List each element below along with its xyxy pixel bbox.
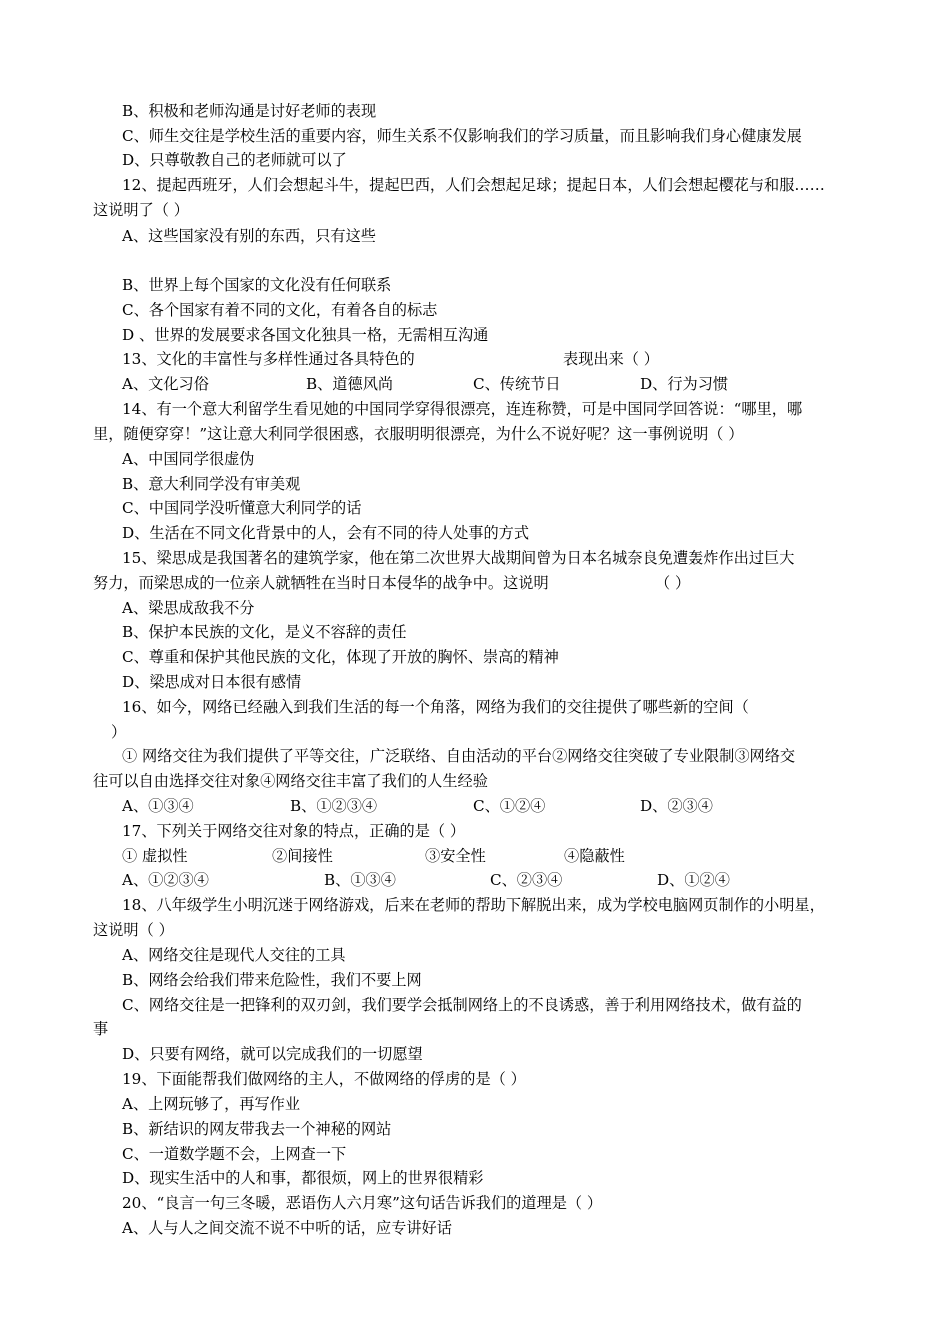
question-line: 这说明（ ） — [93, 921, 174, 939]
question-17: 17、下列关于网络交往对象的特点，正确的是（ ） — [122, 822, 466, 840]
statement-2: ②间接性 — [272, 847, 333, 865]
question-line: 里，随便穿穿！”这让意大利同学很困惑，衣服明明很漂亮，为什么不说好呢？这一事例说明（ ） — [93, 425, 744, 443]
option-line: D、生活在不同文化背景中的人，会有不同的待人处事的方式 — [122, 524, 530, 542]
option-line: C、网络交往是一把锋利的双刃剑，我们要学会抵制网络上的不良诱惑，善于利用网络技术，做有益的 — [122, 996, 802, 1014]
option-line: A、这些国家没有别的东西，只有这些 — [122, 227, 376, 245]
question-20: 20、“良言一句三冬暖，恶语伤人六月寒”这句话告诉我们的道理是（ ） — [122, 1194, 603, 1212]
option-line: D、现实生活中的人和事，都很烦，网上的世界很精彩 — [122, 1169, 484, 1187]
option-d: D、①②④ — [657, 871, 730, 889]
option-line: A、网络交往是现代人交往的工具 — [122, 946, 346, 964]
option-line: C、中国同学没听懂意大利同学的话 — [122, 499, 362, 517]
answer-bracket: ） — [111, 723, 127, 741]
option-a: A、文化习俗 — [122, 375, 209, 393]
option-line: C、一道数学题不会，上网查一下 — [122, 1145, 347, 1163]
statement-3: ③安全性 — [425, 847, 486, 865]
option-line: C、师生交往是学校生活的重要内容，师生关系不仅影响我们的学习质量，而且影响我们身心健康发展 — [122, 127, 802, 145]
statement-1: ① 虚拟性 — [122, 847, 188, 865]
option-line: D 、世界的发展要求各国文化独具一格，无需相互沟通 — [122, 326, 489, 344]
option-line: A、梁思成敌我不分 — [122, 599, 255, 617]
option-a: A、①③④ — [122, 797, 194, 815]
question-12: 12、提起西班牙，人们会想起斗牛，提起巴西，人们会想起足球；提起日本，人们会想起樱花与和服…… — [122, 176, 825, 194]
option-line: B、新结识的网友带我去一个神秘的网站 — [122, 1120, 392, 1138]
answer-bracket: （ ） — [655, 574, 691, 592]
option-line: A、人与人之间交流不说不中听的话，应专讲好话 — [122, 1219, 452, 1237]
question-18: 18、八年级学生小明沉迷于网络游戏，后来在老师的帮助下解脱出来，成为学校电脑网页制作的小明星， — [122, 896, 825, 914]
option-c: C、②③④ — [490, 871, 563, 889]
option-c: C、①②④ — [473, 797, 546, 815]
option-d: D、②③④ — [640, 797, 713, 815]
statement-line: 往可以自由选择交往对象④网络交往丰富了我们的人生经验 — [93, 772, 488, 790]
option-b: B、①③④ — [324, 871, 396, 889]
statement-4: ④隐蔽性 — [564, 847, 625, 865]
question-line: 表现出来（ ） — [563, 350, 659, 368]
option-line: D、只尊敬教自己的老师就可以了 — [122, 151, 347, 169]
question-line: 这说明了（ ） — [93, 201, 189, 219]
option-line: C、各个国家有着不同的文化，有着各自的标志 — [122, 301, 438, 319]
option-line: B、世界上每个国家的文化没有任何联系 — [122, 276, 392, 294]
option-d: D、行为习惯 — [640, 375, 729, 393]
option-a: A、①②③④ — [122, 871, 209, 889]
option-c: C、传统节日 — [473, 375, 561, 393]
statement-line: ① 网络交往为我们提供了平等交往，广泛联络、自由活动的平台②网络交往突破了专业限制③网络交 — [122, 747, 796, 765]
option-line: B、保护本民族的文化，是义不容辞的责任 — [122, 623, 407, 641]
option-line: B、网络会给我们带来危险性，我们不要上网 — [122, 971, 422, 989]
option-b: B、道德风尚 — [306, 375, 394, 393]
option-line: D、梁思成对日本很有感情 — [122, 673, 302, 691]
question-15: 15、梁思成是我国著名的建筑学家，他在第二次世界大战期间曾为日本名城奈良免遭轰炸作出过巨大 — [122, 549, 795, 567]
option-line: A、中国同学很虚伪 — [122, 450, 255, 468]
option-line: A、上网玩够了，再写作业 — [122, 1095, 301, 1113]
option-line: B、积极和老师沟通是讨好老师的表现 — [122, 102, 377, 120]
question-19: 19、下面能帮我们做网络的主人，不做网络的俘虏的是（ ） — [122, 1070, 526, 1088]
question-16: 16、如今，网络已经融入到我们生活的每一个角落，网络为我们的交往提供了哪些新的空间（ — [122, 698, 749, 716]
option-b: B、①②③④ — [290, 797, 378, 815]
question-line: 努力，而梁思成的一位亲人就牺牲在当时日本侵华的战争中。这说明 — [93, 574, 549, 592]
question-14: 14、有一个意大利留学生看见她的中国同学穿得很漂亮，连连称赞，可是中国同学回答说：“哪里，哪 — [122, 400, 803, 418]
question-13: 13、文化的丰富性与多样性通过各具特色的 — [122, 350, 415, 368]
option-line: D、只要有网络，就可以完成我们的一切愿望 — [122, 1045, 423, 1063]
option-line: B、意大利同学没有审美观 — [122, 475, 301, 493]
option-line: 事 — [93, 1020, 109, 1038]
option-line: C、尊重和保护其他民族的文化，体现了开放的胸怀、崇高的精神 — [122, 648, 559, 666]
